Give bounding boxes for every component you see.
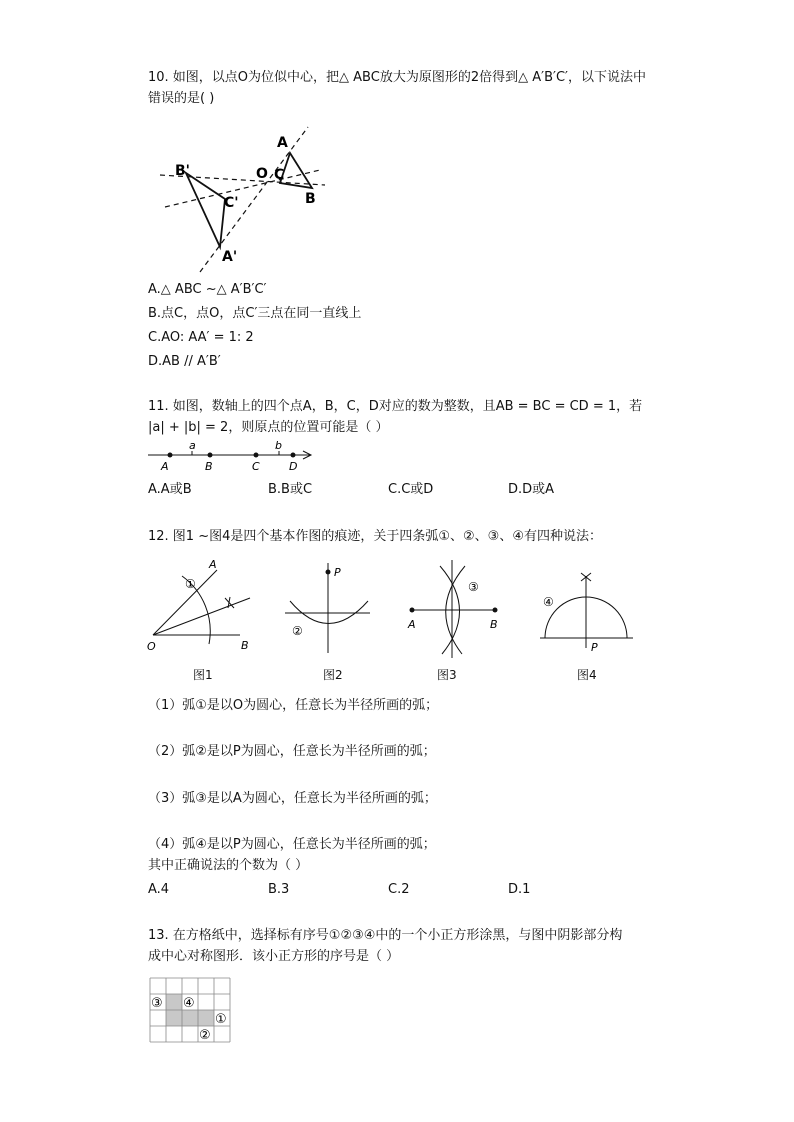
q11-point-B: [208, 453, 213, 458]
q12-fig3-label-circle3: ③: [468, 580, 479, 594]
q12-fig1-label-O: O: [147, 640, 156, 653]
q11-option-b: B.B或C: [268, 482, 313, 497]
q11-label-D: D: [289, 460, 298, 473]
q11-point-A: [168, 453, 173, 458]
q12-option-d: D.1: [508, 882, 531, 897]
q10-label-O: O: [256, 166, 268, 182]
q11-label-A: A: [161, 460, 169, 473]
q10-option-d: D.AB // A′B′: [148, 354, 221, 369]
q12-fig2-label-circle2: ②: [292, 624, 303, 638]
q11-label-b: b: [275, 439, 282, 452]
q12-option-c: C.2: [388, 882, 410, 897]
q10-dashed-line-3: [200, 127, 308, 272]
q12-fig1-label-circle1: ①: [185, 577, 196, 591]
q11-stem-line2: |a| + |b| = 2，则原点的位置可能是（ ）: [148, 420, 389, 435]
q12-caption-4: 图4: [577, 668, 597, 682]
q10-triangle-large: [186, 173, 225, 247]
q10-label-C: C: [274, 167, 285, 183]
q10-option-a: A.△ ABC ~△ A′B′C′: [148, 282, 267, 297]
q10-label-A1: A': [222, 249, 238, 265]
q12-figure-4: [535, 558, 645, 658]
q10-figure: [150, 125, 350, 275]
q13-label-3: ③: [151, 996, 163, 1011]
q12-statement-4: （4）弧④是以P为圆心，任意长为半径所画的弧；: [148, 837, 436, 852]
q12-fig4-label-P: P: [591, 641, 598, 654]
q12-figure-1: [145, 558, 260, 658]
q11-label-a: a: [189, 439, 196, 452]
q11-option-c: C.C或D: [388, 482, 434, 497]
q10-option-b: B.点C，点O，点C′三点在同一直线上: [148, 306, 362, 321]
q12-stem: 12. 图1 ~图4是四个基本作图的痕迹，关于四条弧①、②、③、④有四种说法：: [148, 529, 602, 544]
q12-fig4-label-circle4: ④: [543, 595, 554, 609]
q12-caption-2: 图2: [323, 668, 343, 682]
q12-fig1-label-A: A: [209, 558, 217, 571]
q11-point-C: [254, 453, 259, 458]
q11-number-line: [148, 440, 318, 475]
q12-statement-2: （2）弧②是以P为圆心，任意长为半径所画的弧；: [148, 744, 436, 759]
q13-grid-figure: [150, 978, 232, 1044]
q12-fig1-label-B: B: [241, 639, 249, 652]
q13-label-2: ②: [199, 1028, 211, 1043]
q10-option-c: C.AO: AA′ = 1: 2: [148, 330, 254, 345]
q13-label-4: ④: [183, 996, 195, 1011]
q11-label-B: B: [205, 460, 213, 473]
q12-statement-1: （1）弧①是以O为圆心，任意长为半径所画的弧；: [148, 698, 439, 713]
q13-stem-line2: 成中心对称图形．该小正方形的序号是（ ）: [148, 949, 400, 964]
q12-figure-3: [400, 558, 510, 658]
q12-figure-2: [280, 558, 380, 658]
q12-fig2-label-P: P: [334, 566, 341, 579]
q10-stem-line1: 10. 如图，以点O为位似中心，把△ ABC放大为原图形的2倍得到△ A′B′C′，以下说法中: [148, 70, 646, 85]
q12-statement-3: （3）弧③是以A为圆心，任意长为半径所画的弧；: [148, 791, 437, 806]
q11-stem-line1: 11. 如图，数轴上的四个点A，B，C，D对应的数为整数，且AB = BC = CD = 1，若: [148, 399, 643, 414]
q10-label-B: B: [305, 191, 316, 207]
q10-label-B1: B': [175, 163, 190, 179]
q12-caption-3: 图3: [437, 668, 457, 682]
q12-arc-2: [290, 601, 368, 624]
q13-stem-line1: 13. 在方格纸中，选择标有序号①②③④中的一个小正方形涂黑，与图中阴影部分构: [148, 928, 623, 943]
q12-option-a: A.4: [148, 882, 170, 897]
q12-fig3-label-A: A: [408, 618, 416, 631]
q12-caption-1: 图1: [193, 668, 213, 682]
q11-option-d: D.D或A: [508, 482, 555, 497]
q13-label-1: ①: [215, 1012, 227, 1027]
q11-label-C: C: [252, 460, 260, 473]
q12-question: 其中正确说法的个数为（ ）: [148, 858, 309, 873]
q10-label-C1: C': [224, 195, 239, 211]
q10-stem-line2: 错误的是( ): [148, 91, 215, 106]
q12-fig3-label-B: B: [490, 618, 498, 631]
q11-option-a: A.A或B: [148, 482, 192, 497]
q11-point-D: [291, 453, 296, 458]
q12-option-b: B.3: [268, 882, 290, 897]
q10-label-A: A: [277, 135, 288, 151]
